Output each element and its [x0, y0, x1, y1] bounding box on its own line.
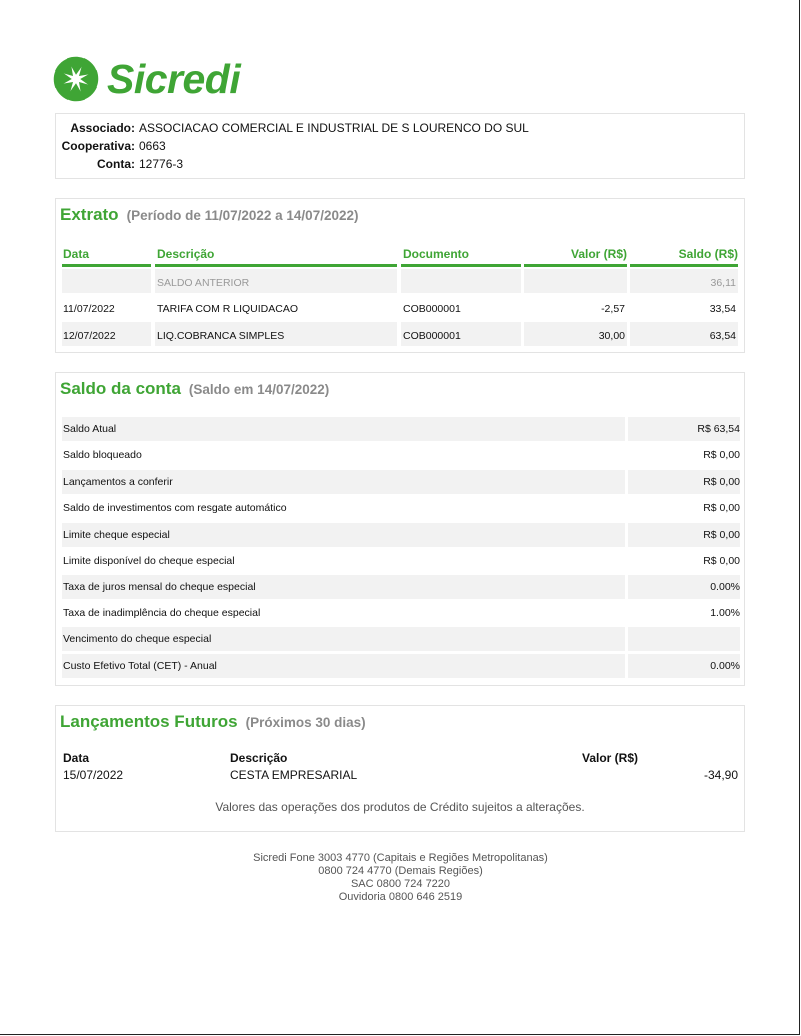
saldo-row-value-text: 0.00%	[710, 581, 740, 593]
cell-valor	[524, 322, 627, 346]
associado-value: ASSOCIACAO COMERCIAL E INDUSTRIAL DE S LOURENCO DO SUL	[139, 121, 529, 135]
futuros-header-descricao: Descrição	[230, 751, 288, 765]
futuros-row-valor: -34,90	[703, 768, 738, 782]
cell-data-text: 12/07/2022	[63, 330, 116, 342]
header-underline	[62, 264, 151, 267]
saldo-row-value	[628, 627, 740, 651]
sicredi-pinwheel-icon	[53, 56, 99, 102]
saldo-row-label-text: Taxa de inadimplência do cheque especial	[63, 607, 261, 619]
cell-descricao-text: SALDO ANTERIOR	[157, 277, 250, 289]
cell-saldo-text: 63,54	[709, 330, 736, 342]
cell-valor-text: -2,57	[601, 303, 625, 315]
saldo-row-label	[62, 601, 625, 625]
saldo-row-value	[628, 549, 740, 573]
saldo-row-value	[628, 470, 740, 494]
saldo-subtitle: (Saldo em 14/07/2022)	[188, 382, 330, 397]
futuros-subtitle: (Próximos 30 dias)	[245, 715, 366, 730]
cell-descricao	[155, 295, 397, 319]
saldo-row-label	[62, 575, 625, 599]
cell-data	[62, 295, 151, 319]
cell-data	[62, 269, 151, 293]
saldo-row-label-text: Saldo de investimentos com resgate automático	[63, 502, 287, 514]
conta-label: Conta:	[97, 157, 135, 171]
cell-saldo	[630, 295, 738, 319]
saldo-row-value-text: 0.00%	[710, 660, 740, 672]
saldo-row-value	[628, 417, 740, 441]
sicredi-logo	[53, 54, 240, 104]
footer-contacts	[0, 852, 801, 904]
futuros-heading: Lançamentos Futuros	[60, 712, 238, 731]
account-info-box	[55, 113, 745, 179]
saldo-heading: Saldo da conta	[60, 379, 181, 398]
cooperativa-value: 0663	[139, 139, 166, 153]
saldo-row-value-text: R$ 0,00	[703, 529, 740, 541]
saldo-row-label	[62, 417, 625, 441]
saldo-row-value-text: R$ 0,00	[703, 449, 740, 461]
col-header-valor: Valor (R$)	[570, 247, 627, 261]
saldo-row-value-text: R$ 63,54	[697, 423, 740, 435]
cell-descricao	[155, 269, 397, 293]
associado-label: Associado:	[70, 121, 135, 135]
saldo-row-label	[62, 443, 625, 467]
saldo-row-label-text: Taxa de juros mensal do cheque especial	[63, 581, 256, 593]
cell-saldo-text: 33,54	[709, 303, 736, 315]
saldo-row-label	[62, 627, 625, 651]
saldo-row-value-text: 1.00%	[710, 607, 740, 619]
extrato-period: (Período de 11/07/2022 a 14/07/2022)	[126, 208, 359, 223]
header-underline	[155, 264, 397, 267]
footer-line: Sicredi Fone 3003 4770 (Capitais e Regiões Metropolitanas)	[253, 852, 548, 864]
saldo-row	[62, 654, 740, 678]
conta-row	[56, 157, 744, 173]
extrato-section	[55, 198, 745, 353]
cell-valor	[524, 269, 627, 293]
futuros-title	[60, 712, 366, 732]
cell-documento	[401, 269, 521, 293]
cooperativa-label: Cooperativa:	[61, 139, 135, 153]
col-header-descricao: Descrição	[157, 247, 215, 261]
saldo-row-label	[62, 523, 625, 547]
col-header-data: Data	[63, 247, 90, 261]
futuros-header-valor: Valor (R$)	[582, 751, 639, 765]
conta-value: 12776-3	[139, 157, 184, 171]
saldo-row-label	[62, 496, 625, 520]
saldo-row	[62, 443, 740, 467]
cell-valor	[524, 295, 627, 319]
saldo-row-value	[628, 496, 740, 520]
saldo-row-value-text: R$ 0,00	[703, 502, 740, 514]
cell-descricao-text: LIQ.COBRANCA SIMPLES	[157, 330, 285, 342]
saldo-row-label-text: Saldo Atual	[63, 423, 117, 435]
saldo-row-label	[62, 654, 625, 678]
header-underline	[524, 264, 627, 267]
saldo-row-label	[62, 470, 625, 494]
saldo-row-value-text: R$ 0,00	[703, 555, 740, 567]
cell-saldo	[630, 322, 738, 346]
saldo-row-value	[628, 443, 740, 467]
saldo-row-label-text: Saldo bloqueado	[63, 449, 142, 461]
extrato-header-row	[56, 247, 744, 265]
futuros-note: Valores das operações dos produtos de Crédito sujeitos a alterações.	[215, 800, 585, 814]
footer-line: 0800 724 4770 (Demais Regiões)	[318, 865, 483, 877]
cell-documento	[401, 322, 521, 346]
cell-saldo-text: 36,11	[710, 277, 736, 289]
cell-descricao-text: TARIFA COM R LIQUIDACAO	[157, 303, 298, 315]
footer-line: Ouvidoria 0800 646 2519	[338, 891, 463, 903]
saldo-row-value	[628, 575, 740, 599]
saldo-row	[62, 523, 740, 547]
header-underline	[630, 264, 738, 267]
saldo-title	[60, 379, 329, 399]
cell-documento	[401, 295, 521, 319]
saldo-row-label-text: Limite disponível do cheque especial	[63, 555, 235, 567]
saldo-row-label-text: Limite cheque especial	[63, 529, 170, 541]
saldo-row-value	[628, 601, 740, 625]
cell-saldo	[630, 269, 738, 293]
saldo-row	[62, 575, 740, 599]
extrato-title	[60, 205, 358, 225]
col-header-documento: Documento	[403, 247, 469, 261]
saldo-row-label-text: Custo Efetivo Total (CET) - Anual	[63, 660, 217, 672]
cell-data	[62, 322, 151, 346]
header-underline	[401, 264, 521, 267]
futuros-header-data: Data	[63, 751, 90, 765]
saldo-row-value	[628, 654, 740, 678]
saldo-row	[62, 601, 740, 625]
saldo-row	[62, 496, 740, 520]
saldo-row	[62, 417, 740, 441]
extrato-heading: Extrato	[60, 205, 119, 224]
saldo-row	[62, 549, 740, 573]
brand-name: Sicredi	[107, 55, 241, 102]
saldo-row-value	[628, 523, 740, 547]
futuros-row-data: 15/07/2022	[63, 768, 124, 782]
cooperativa-row	[56, 139, 744, 155]
col-header-saldo: Saldo (R$)	[678, 247, 738, 261]
saldo-section	[55, 372, 745, 686]
cell-documento-text: COB000001	[403, 330, 461, 342]
cell-descricao	[155, 322, 397, 346]
associado-row	[56, 121, 744, 137]
saldo-row	[62, 470, 740, 494]
saldo-row-label-text: Vencimento do cheque especial	[63, 633, 212, 645]
cell-documento-text: COB000001	[403, 303, 461, 315]
footer-line: SAC 0800 724 7220	[350, 878, 451, 890]
saldo-row	[62, 627, 740, 651]
saldo-row-value-text: R$ 0,00	[703, 476, 740, 488]
futuros-section	[55, 705, 745, 832]
cell-valor-text: 30,00	[598, 330, 625, 342]
saldo-row-label	[62, 549, 625, 573]
futuros-row-descricao: CESTA EMPRESARIAL	[230, 768, 358, 782]
cell-data-text: 11/07/2022	[63, 303, 115, 315]
saldo-row-label-text: Lançamentos a conferir	[63, 476, 173, 488]
